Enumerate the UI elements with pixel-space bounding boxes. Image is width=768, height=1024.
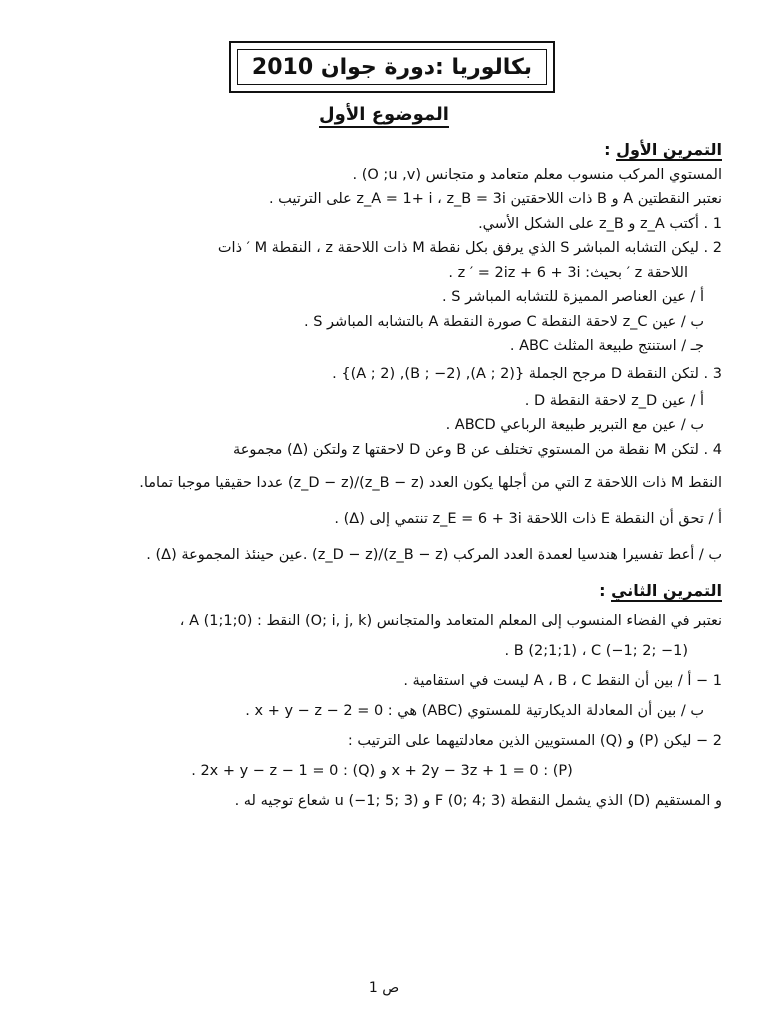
subject-title: الموضوع الأول — [319, 104, 449, 128]
ex2-line-2: B (2;1;1) ، C (−1; 2; −1) . — [504, 643, 688, 659]
page-number: ص 1 — [368, 980, 400, 996]
ex2-line-7: و المستقيم (D) الذي يشمل النقطة F (0; 4; 3) و u (−1; 5; 3) شعاع توجيه له . — [234, 793, 722, 809]
ex1-line-14: أ / تحق أن النقطة E ذات اللاحقة z_E = 6 + 3i تنتمي إلى (Δ) . — [334, 511, 722, 527]
ex1-line-7: ب / عين z_C لاحقة النقطة C صورة النقطة A بالتشابه المباشر S . — [304, 313, 704, 330]
ex1-line-3: 1 . أكتب z_A و z_B على الشكل الأسي. — [478, 215, 722, 232]
ex1-line-8: جـ / استنتج طبيعة المثلث ABC . — [509, 338, 704, 354]
ex1-line-13: النقط M ذات اللاحقة z التي من أجلها يكون العدد (z_B − z)/(z_D − z) عددا حقيقيا موجبا تماما. — [139, 475, 722, 491]
ex1-line-1: المستوي المركب منسوب معلم متعامد و متجانس (O ;u ,v) . — [352, 166, 722, 183]
ex1-line-10: أ / عين z_D لاحقة النقطة D . — [524, 392, 704, 409]
ex2-line-5: 2 − ليكن (P) و (Q) المستويين الذين معادلتيهما على الترتيب : — [347, 733, 722, 749]
title-box — [229, 41, 555, 93]
subject-heading — [0, 104, 768, 125]
ex1-line-12: 4 . لتكن M نقطة من المستوي تختلف عن B وعن D لاحقتها z ولتكن (Δ) مجموعة — [232, 441, 722, 458]
exercise1-title: التمرين الأول — [616, 140, 722, 159]
ex1-line-5: اللاحقة z ′ بحيث: z ′ = 2iz + 6 + 3i . — [448, 264, 688, 281]
ex1-line-2: نعتبر النقطتين A و B ذات اللاحقتين z_A = 1+ i ، z_B = 3i على الترتيب . — [268, 191, 722, 207]
ex2-line-6: (P) : x + 2y − 3z + 1 = 0 و (Q) : 2x + y − z − 1 = 0 . — [191, 763, 573, 779]
ex2-line-1: نعتبر في الفضاء المنسوب إلى المعلم المتعامد والمتجانس (O; i, j, k) النقط : A (1;1;0) ، — [179, 613, 722, 629]
exam-title: بكالوريا :دورة جوان 2010 — [237, 49, 547, 85]
ex1-line-11: ب / عين مع التبرير طبيعة الرباعي ABCD . — [445, 417, 704, 433]
exercise1-heading: التمرين الأول : — [604, 140, 722, 159]
ex1-line-9: 3 . لتكن النقطة D مرجح الجملة {(A ; 2), (B ; −2), (A ; 2)} . — [332, 365, 722, 382]
ex2-line-3: 1 − أ / بين أن النقط A ، B ، C ليست في استقامية . — [403, 673, 722, 689]
exam-content — [42, 138, 722, 816]
ex2-line-4: ب / بين أن المعادلة الديكارتية للمستوي (ABC) هي : x + y − z − 2 = 0 . — [245, 703, 704, 719]
ex1-line-4: 2 . ليكن التشابه المباشر S الذي يرفق بكل نقطة M ذات اللاحقة z ، النقطة M ′ ذات — [217, 240, 722, 256]
ex1-line-6: أ / عين العناصر المميزة للتشابه المباشر S . — [442, 289, 704, 305]
exercise2-heading: التمرين الثاني : — [599, 581, 722, 600]
exercise2-title: التمرين الثاني — [611, 581, 722, 600]
ex1-line-15: ب / أعط تفسيرا هندسيا لعمدة العدد المركب (z_B − z)/(z_D − z) .عين حينئذ المجموعة (Δ) . — [146, 547, 722, 563]
